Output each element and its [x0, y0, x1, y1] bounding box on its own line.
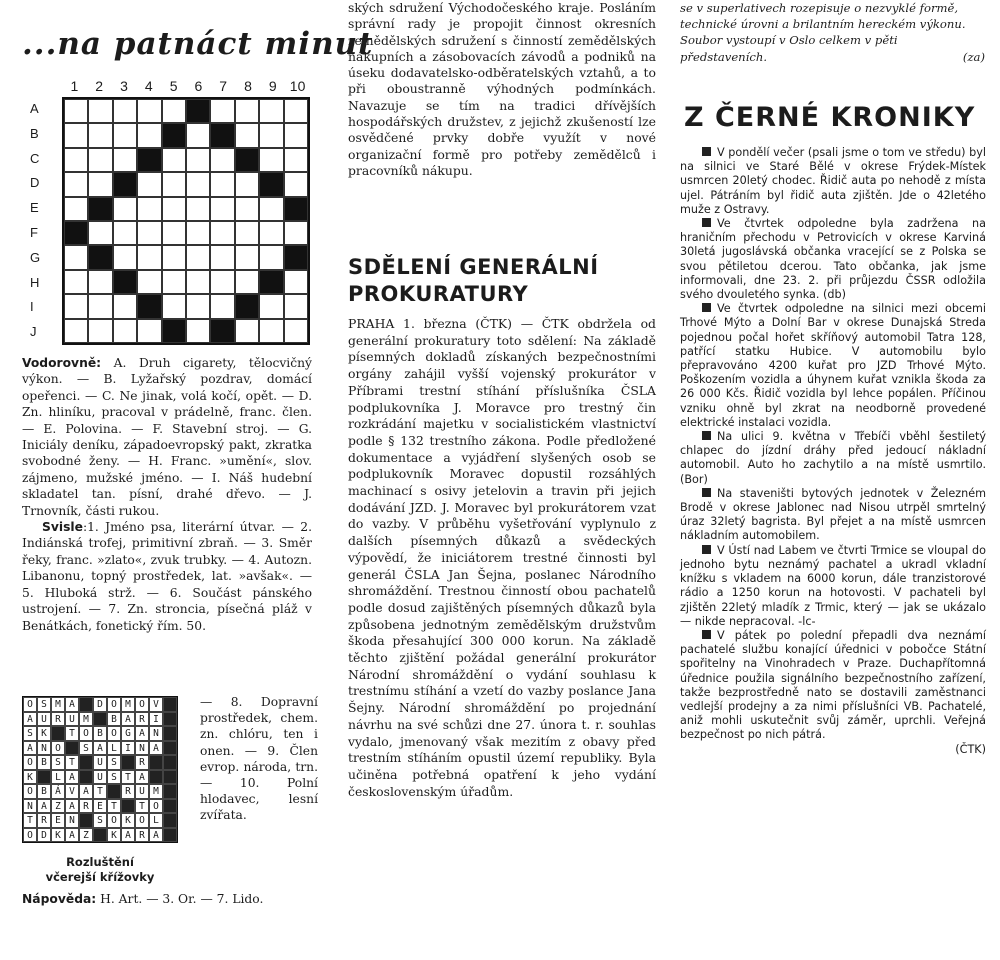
- solution-cell: Z: [51, 799, 65, 814]
- crossword-cell: [88, 319, 112, 343]
- clues-vertical-b: — 8. Dopravní prostředek, chem. zn. chlóru, ten i onen. — 9. Člen evrop. národa, trn. — 10. Polní hlodavec, lesní zvířata.: [200, 695, 318, 823]
- crossword-cell: [137, 148, 161, 172]
- solution-cell: M: [51, 697, 65, 712]
- crossword-cell: [113, 148, 137, 172]
- crossword-cell: [88, 99, 112, 123]
- clues-horizontal: A. Druh cigarety, tělocvičný výkon. — B. Lyžařský pozdrav, domácí opeřenci. — C. Ne jinak, volá kočí, opět. — D. Zn. hliníku, pracoval v prádelně, franc. člen. — E. Polovina. — F. Stavební stroj. — G. Iniciály deníku, západoevropský pakt, zkratka svobodné ženy. — H. Franc. »umění«, slov. zájmeno, mužské jméno. — I. Náš hudební skladatel tan. písní, drahé dřevo. — J. Trnovník, části rukou.: [22, 356, 312, 518]
- column-number: 10: [289, 78, 306, 94]
- crossword-cell: [137, 294, 161, 318]
- crossword-cell: [284, 197, 308, 221]
- solution-cell: [163, 784, 177, 799]
- crossword-cell: [284, 99, 308, 123]
- column-number: 6: [194, 78, 203, 94]
- clues-horizontal-label: Vodorovně:: [22, 356, 102, 370]
- solution-cell: [79, 770, 93, 785]
- solution-cell: S: [93, 813, 107, 828]
- article-continuation: ských sdružení Východočeského kraje. Posláním správní rady je propojit činnost okresních zemědělských sdružení s činností zemědělských nákupních a zásobovacích závodů a podniků na úseku dodavatelsko-odběratelských vztahů, a to při oboustranně výhodných podmínkách. Navazuje se tím na tradici dřívějších hospodářských družstev, z jejichž zkušeností lze osvědčené prvky dobře využít v nové organizační formě pro potřeby zemědělců i pracovníků nákupu.: [348, 0, 656, 178]
- crossword-cell: [162, 197, 186, 221]
- crossword-cell: [88, 221, 112, 245]
- solution-cell: U: [93, 755, 107, 770]
- crossword-cell: [64, 172, 88, 196]
- crossword-cell: [259, 148, 283, 172]
- solution-cell: Z: [79, 828, 93, 843]
- solution-cell: E: [51, 813, 65, 828]
- solution-cell: S: [79, 741, 93, 756]
- crossword-cell: [64, 245, 88, 269]
- crossword-cell: [64, 148, 88, 172]
- chronicle-sign: (ČTK): [955, 742, 986, 756]
- solution-cell: I: [121, 741, 135, 756]
- solution-cell: O: [107, 813, 121, 828]
- solution-cell: A: [65, 697, 79, 712]
- solution-cell: K: [37, 726, 51, 741]
- solution-cell: U: [37, 712, 51, 727]
- solution-cell: B: [107, 712, 121, 727]
- article-headline: SDĚLENÍ GENERÁLNÍ PROKURATURY: [348, 255, 599, 306]
- hint-text: H. Art. — 3. Or. — 7. Lido.: [100, 892, 264, 906]
- crossword-cell: [284, 245, 308, 269]
- crossword-cell: [64, 123, 88, 147]
- crossword-cell: [137, 221, 161, 245]
- crossword-cell: [235, 294, 259, 318]
- crossword-cell: [259, 221, 283, 245]
- solution-cell: K: [121, 813, 135, 828]
- crossword-cell: [162, 123, 186, 147]
- solution-cell: T: [135, 799, 149, 814]
- crossword-cell: [235, 99, 259, 123]
- crossword-cell: [88, 270, 112, 294]
- crossword-cell: [259, 294, 283, 318]
- solution-cell: [163, 726, 177, 741]
- crossword-cell: [64, 270, 88, 294]
- solution-cell: R: [121, 784, 135, 799]
- bullet-square-icon: [702, 218, 711, 227]
- crossword-cell: [162, 270, 186, 294]
- solution-cell: [51, 726, 65, 741]
- solution-cell: O: [23, 755, 37, 770]
- solution-cell: U: [135, 784, 149, 799]
- solution-cell: T: [93, 784, 107, 799]
- crossword-cell: [259, 172, 283, 196]
- bullet-square-icon: [702, 303, 711, 312]
- solution-cell: O: [107, 697, 121, 712]
- solution-cell: L: [107, 741, 121, 756]
- crossword-cell: [210, 270, 234, 294]
- crossword-cell: [137, 123, 161, 147]
- solution-cell: K: [107, 828, 121, 843]
- solution-cell: R: [135, 712, 149, 727]
- crossword-cell: [235, 221, 259, 245]
- row-letter: B: [30, 125, 39, 141]
- solution-cell: A: [121, 828, 135, 843]
- solution-cell: M: [121, 697, 135, 712]
- crossword-cell: [88, 294, 112, 318]
- crossword-cell: [210, 221, 234, 245]
- crossword-cell: [284, 148, 308, 172]
- chronicle-item: Ve čtvrtek odpoledne byla zadržena na hraničním přechodu v Petrovicích v okrese Karviná 30letá jugoslávská občanka vracející se z Polska se svou pětiletou dcerou. Tato občanka, jak jsme informovali, dne 23. 2. při průjezdu ČSSR odložila svého dvouletého synka. (db): [680, 217, 986, 302]
- crossword-cell: [64, 319, 88, 343]
- crossword-cell: [210, 99, 234, 123]
- crossword-cell: [186, 319, 210, 343]
- chronicle-item: V pátek po polední přepadli dva neznámí pachatelé službu konající úřednici v pobočce Státní spořitelny na Vinohradech v Praze. Duchapřítomná úřednice použila signálního bezpečnostního zařízení, takže bezprostředně nato se dostavili zaměstnanci vedlejší prodejny a za nimi příslušníci VB. Pachatelé, aniž mohli uskutečnit svůj záměr, uprchli. Veřejná bezpečnost po nich pátrá.: [680, 628, 986, 742]
- crossword-cell: [235, 148, 259, 172]
- crossword-cell: [210, 172, 234, 196]
- solution-cell: A: [149, 828, 163, 843]
- bullet-square-icon: [702, 431, 711, 440]
- solution-cell: A: [37, 799, 51, 814]
- solution-caption: [22, 855, 178, 885]
- crossword-column-numbers: [62, 78, 310, 94]
- crossword-cell: [259, 99, 283, 123]
- solution-cell: O: [51, 741, 65, 756]
- solution-cell: D: [93, 697, 107, 712]
- crossword-cell: [137, 319, 161, 343]
- crossword-cell: [259, 245, 283, 269]
- crossword-cell: [284, 221, 308, 245]
- hint: [22, 891, 322, 908]
- solution-cell: O: [23, 828, 37, 843]
- solution-cell: A: [23, 741, 37, 756]
- clues-vertical-label: Svisle: [42, 520, 83, 535]
- column-number: 2: [95, 78, 104, 94]
- solution-cell: U: [65, 712, 79, 727]
- bullet-square-icon: [702, 147, 711, 156]
- column-number: 7: [219, 78, 228, 94]
- crossword-cell: [235, 197, 259, 221]
- row-letter: C: [30, 150, 40, 166]
- review-continuation: [680, 0, 985, 65]
- solution-cell: S: [23, 726, 37, 741]
- solution-cell: O: [135, 697, 149, 712]
- chronicle-item: Na ulici 9. května v Třebíči vběhl šestiletý chlapec do jízdní dráhy před jedoucí nákladní automobil. Auto ho zachytilo a na místě usmrtilo. (Bor): [680, 430, 986, 486]
- solution-cell: [163, 755, 177, 770]
- crossword-cell: [162, 172, 186, 196]
- solution-cell: [149, 755, 163, 770]
- row-letter: A: [30, 101, 39, 116]
- solution-cell: [37, 770, 51, 785]
- crossword-cell: [186, 99, 210, 123]
- solution-cell: O: [23, 784, 37, 799]
- solution-cell: A: [149, 741, 163, 756]
- solution-cell: I: [149, 712, 163, 727]
- chronicle-headline: Z ČERNÉ KRONIKY: [684, 102, 976, 133]
- crossword-cell: [186, 294, 210, 318]
- solution-cell: V: [65, 784, 79, 799]
- crossword-cell: [186, 148, 210, 172]
- crossword-cell: [113, 197, 137, 221]
- crossword-cell: [210, 319, 234, 343]
- crossword-cell: [113, 99, 137, 123]
- solution-cell: Á: [51, 784, 65, 799]
- solution-cell: A: [93, 741, 107, 756]
- solution-cell: [163, 770, 177, 785]
- review-sign: (za): [962, 49, 985, 64]
- solution-grid: [22, 696, 178, 843]
- crossword-cell: [186, 197, 210, 221]
- column-number: 8: [244, 78, 252, 94]
- crossword-cell: [137, 270, 161, 294]
- solution-cell: D: [37, 828, 51, 843]
- solution-cell: A: [65, 770, 79, 785]
- crossword-cell: [284, 319, 308, 343]
- crossword-cell: [259, 123, 283, 147]
- solution-cell: N: [65, 813, 79, 828]
- crossword-cell: [162, 221, 186, 245]
- crossword-cell: [113, 172, 137, 196]
- solution-cell: U: [93, 770, 107, 785]
- solution-cell: T: [65, 726, 79, 741]
- row-letter: D: [30, 175, 40, 191]
- crossword-cell: [259, 319, 283, 343]
- crossword-cell: [113, 123, 137, 147]
- bullet-square-icon: [702, 630, 711, 639]
- row-letter: J: [30, 324, 37, 340]
- crossword-cell: [113, 319, 137, 343]
- solution-cell: G: [121, 726, 135, 741]
- solution-cell: V: [149, 697, 163, 712]
- solution-cell: N: [23, 799, 37, 814]
- crossword-cell: [284, 123, 308, 147]
- solution-cell: A: [65, 799, 79, 814]
- crossword-cell: [186, 123, 210, 147]
- crossword-cell: [64, 99, 88, 123]
- crossword-cell: [64, 294, 88, 318]
- crossword-cell: [137, 197, 161, 221]
- solution-cell: L: [51, 770, 65, 785]
- crossword-cell: [235, 123, 259, 147]
- bullet-square-icon: [702, 488, 711, 497]
- solution-cell: M: [149, 784, 163, 799]
- solution-cell: A: [135, 770, 149, 785]
- crossword-cell: [210, 148, 234, 172]
- solution-cell: [79, 697, 93, 712]
- crossword-cell: [88, 197, 112, 221]
- column-number: 5: [169, 78, 178, 94]
- crossword-row-letters: [30, 97, 44, 345]
- crossword-cell: [113, 294, 137, 318]
- crossword-cell: [235, 245, 259, 269]
- column-number: 3: [120, 78, 128, 94]
- crossword-cell: [137, 172, 161, 196]
- crossword-clues: [22, 355, 312, 634]
- solution-caption-line1: Rozluštění: [66, 855, 134, 869]
- solution-cell: S: [51, 755, 65, 770]
- crossword-cell: [186, 270, 210, 294]
- crossword-cell: [235, 319, 259, 343]
- crossword-cell: [284, 294, 308, 318]
- crossword-cell: [64, 221, 88, 245]
- bullet-square-icon: [702, 545, 711, 554]
- row-letter: F: [30, 225, 38, 240]
- crossword-cell: [162, 148, 186, 172]
- crossword-cell: [210, 294, 234, 318]
- row-letter: I: [30, 299, 34, 315]
- solution-cell: [163, 741, 177, 756]
- solution-cell: A: [135, 726, 149, 741]
- crossword-cell: [88, 172, 112, 196]
- solution-cell: N: [37, 741, 51, 756]
- solution-cell: S: [37, 697, 51, 712]
- crossword-cell: [162, 99, 186, 123]
- solution-cell: A: [79, 784, 93, 799]
- solution-cell: S: [107, 755, 121, 770]
- crossword-cell: [64, 197, 88, 221]
- solution-cell: O: [149, 799, 163, 814]
- column-number: 9: [268, 78, 277, 94]
- solution-caption-line2: včerejší křížovky: [45, 870, 155, 884]
- row-letter: H: [30, 274, 40, 290]
- column-number: 4: [144, 78, 153, 94]
- solution-cell: [163, 697, 177, 712]
- solution-cell: A: [65, 828, 79, 843]
- solution-cell: O: [135, 813, 149, 828]
- crossword-cell: [113, 245, 137, 269]
- solution-cell: [93, 828, 107, 843]
- solution-cell: R: [37, 813, 51, 828]
- review-text: se v superlativech rozepisuje o nezvyklé formě, technické úrovni a brilantním hereckém výkonu. Soubor vystoupí v Oslo celkem v pěti představeních.: [680, 1, 966, 64]
- solution-cell: [79, 813, 93, 828]
- chronicle-item: Ve čtvrtek odpoledne na silnici mezi obcemi Trhové Mýto a Dolní Bar v okrese Dunajská Streda pojednou počal hořet skříňový automobil Tatra 128, patřící statku Hubice. V automobilu bylo přepravováno 4200 kuřat pro JZD Trhové Mýto. Poškozením vozidla a úhynem kuřat vznikla škoda za 26 000 Kčs. Řidič vozidla byl lehce popálen. Příčinou vzniku ohně byl zkrat na neodborně provedené elektrické instalaci vozidla.: [680, 302, 986, 429]
- crossword-cell: [137, 245, 161, 269]
- solution-cell: [163, 712, 177, 727]
- solution-cell: R: [135, 828, 149, 843]
- crossword-cell: [235, 172, 259, 196]
- chronicle-item: Na staveništi bytových jednotek v Železném Brodě v okrese Jablonec nad Nisou utrpěl smrtelný úraz 32letý bagrista. Byl přejet a na místě usmrcen nákladním automobilem.: [680, 486, 986, 543]
- crossword-cell: [88, 245, 112, 269]
- crossword-grid: [62, 97, 310, 345]
- crossword-cell: [284, 172, 308, 196]
- crossword-cell: [88, 123, 112, 147]
- crossword-cell: [88, 148, 112, 172]
- solution-cell: A: [23, 712, 37, 727]
- solution-cell: [121, 799, 135, 814]
- solution-cell: K: [23, 770, 37, 785]
- crossword-cell: [210, 197, 234, 221]
- solution-cell: R: [51, 712, 65, 727]
- solution-cell: [121, 755, 135, 770]
- crossword-cell: [162, 245, 186, 269]
- chronicle-items: [680, 146, 986, 757]
- solution-cell: [163, 799, 177, 814]
- crossword-cell: [210, 245, 234, 269]
- crossword-cell: [284, 270, 308, 294]
- solution-cell: S: [107, 770, 121, 785]
- solution-cell: T: [121, 770, 135, 785]
- solution-cell: [163, 828, 177, 843]
- crossword-cell: [186, 245, 210, 269]
- solution-cell: O: [23, 697, 37, 712]
- solution-cell: [79, 755, 93, 770]
- solution-cell: N: [135, 741, 149, 756]
- crossword-cell: [186, 221, 210, 245]
- solution-cell: [163, 813, 177, 828]
- row-letter: E: [30, 200, 39, 216]
- solution-cell: B: [37, 784, 51, 799]
- solution-cell: E: [93, 799, 107, 814]
- crossword-cell: [259, 197, 283, 221]
- chronicle-item: V Ústí nad Labem ve čtvrti Trmice se vloupal do jednoho bytu neznámý pachatel a ukradl vkladní knížku s vkladem na 6000 korun, dále tranzistorové rádio a 1250 korun na hotovosti. V pachateli byl zjištěn 22letý mladík z Trmic, který — jak se ukázalo — nikde nepracoval. -lc-: [680, 543, 986, 628]
- solution-cell: [65, 741, 79, 756]
- chronicle-item: V pondělí večer (psali jsme o tom ve středu) byl na silnici ve Staré Bělé v okrese Frýdek-Místek usmrcen 20letý chodec. Řidič auta po nehodě z místa ujel. Pátráním byl řidič auta zjištěn. Jde o 42letého muže z Ostravy.: [680, 146, 986, 216]
- solution-cell: R: [135, 755, 149, 770]
- crossword-cell: [113, 221, 137, 245]
- solution-cell: L: [149, 813, 163, 828]
- crossword-cell: [162, 294, 186, 318]
- solution-cell: [107, 784, 121, 799]
- solution-cell: B: [37, 755, 51, 770]
- solution-cell: T: [65, 755, 79, 770]
- hint-label: Nápověda:: [22, 892, 97, 906]
- solution-cell: R: [79, 799, 93, 814]
- solution-cell: [93, 712, 107, 727]
- crossword-title: ...na patnáct minut: [22, 26, 374, 62]
- clues-vertical-a: :1. Jméno psa, literární útvar. — 2. Indiánská trofej, primitivní zbraň. — 3. Směr řeky, franc. »zlato«, zvuk trubky. — 4. Autozn. Libanonu, topný prostředek, lat. »avšak«. — 5. Hluboká strž. — 6. Součást pánského ustrojení. — 7. Zn. stroncia, písečná pláž v Benátkách, fonetický řím. 50.: [22, 520, 312, 633]
- crossword-cell: [235, 270, 259, 294]
- crossword-cell: [162, 319, 186, 343]
- solution-cell: T: [23, 813, 37, 828]
- crossword-cell: [113, 270, 137, 294]
- solution-cell: [149, 770, 163, 785]
- solution-cell: B: [93, 726, 107, 741]
- solution-cell: T: [107, 799, 121, 814]
- column-number: 1: [70, 78, 79, 94]
- solution-cell: A: [121, 712, 135, 727]
- solution-cell: M: [79, 712, 93, 727]
- crossword-cell: [259, 270, 283, 294]
- article-body: PRAHA 1. března (ČTK) — ČTK obdržela od generální prokuratury toto sdělení: Na základě písemných dokladů získaných bezpečnostními orgány zahájil vyšší vojenský prokurátor v Příbrami trestní stíhání příslušníka ČSLA podplukovníka J. Moravce pro trestný čin rozkrádání majetku v socialistickém vlastnictví podle § 132 trestního zákona. Podle předložené dokumentace a vyjádření slyšených osob se podplukovník Moravec dopustil rozsáhlých machinací s osivy jetelovin a travin při jejich dodávání JZD. J. Moravec byl prokurátorem vzat do vazby. V průběhu vyšetřování vyplynulo z dalších písemných důkazů a svědeckých výpovědí, že iniciátorem trestné činnosti byl generál ČSLA Jan Šejna, poslanec Národního shromáždění. Trestnou činností obou pachatelů podle dosud zajištěných písemných důkazů byla způsobena jednotným zemědělským družstvům škoda přesahující 300 000 korun. Na základě těchto zjištění požádal generální prokurátor Národní shromáždění o vydání souhlasu k trestnímu stíhání a vzetí do vazby poslance Jana Šejny. Národní shromáždění po projednání návrhu na své schůzi dne 27. února t. r. souhlas vydalo, jmenovaný však mezitím z obavy před trestním stíháním opustil území republiky. Byla učiněna potřebná opatření k jeho vydání československým úřadům.: [348, 316, 656, 799]
- crossword-cell: [210, 123, 234, 147]
- row-letter: G: [30, 249, 41, 265]
- solution-cell: O: [107, 726, 121, 741]
- solution-cell: K: [51, 828, 65, 843]
- crossword-cell: [137, 99, 161, 123]
- crossword-cell: [186, 172, 210, 196]
- solution-cell: N: [149, 726, 163, 741]
- solution-cell: O: [79, 726, 93, 741]
